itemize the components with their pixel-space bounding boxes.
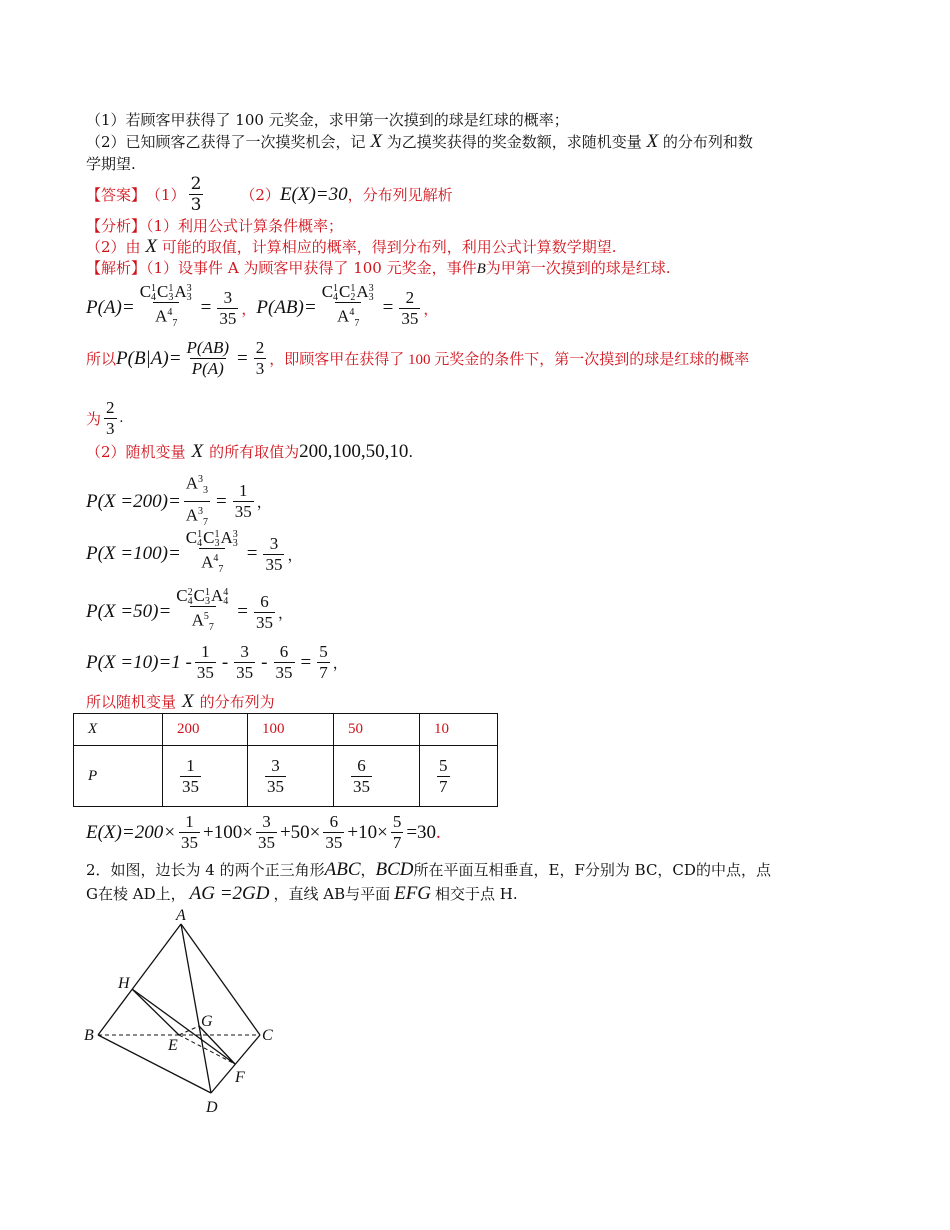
- equation-pa: P(A)= C 1 4 C 1 3 A 3 3 $A^4_7$ = $\frac{3}{35}$ ， P(AB)= C 1 4 C 1 2 A 3 3 $A^4_7$ = $\frac{2}{35}$ ，: [86, 282, 438, 334]
- table-prob: $\frac{3}{35}$: [248, 746, 334, 807]
- answer-line: 【答案】 （1） 2 3 （2） E(X)=30 ，分布列见解析: [86, 174, 453, 215]
- var-x: X: [646, 131, 659, 152]
- problem2-line1: 2．如图，边长为 4 的两个正三角形 ABC ， BCD 所在平面互相垂直，E，F分别为 BC，CD的中点，点: [86, 859, 771, 880]
- conditional-result: 为 2 3 .: [86, 398, 124, 438]
- table-prob: $\frac{6}{35}$: [334, 746, 420, 807]
- solution-line1: 【解析】（1）设事件 A 为顾客甲获得了 100 元奖金，事件B为甲第一次摸到的球是红球.: [86, 259, 671, 277]
- dist-intro: 所以随机变量 X 的分布列为: [86, 691, 275, 712]
- table-value: 200: [163, 714, 248, 746]
- answer-expectation: E(X)=30: [279, 183, 348, 205]
- label-h: H: [118, 975, 130, 992]
- distribution-table: [73, 713, 498, 807]
- table-head-x: X: [74, 714, 163, 746]
- label-a: A: [176, 907, 186, 924]
- equation-conditional: 所以 P(B|A)= $\frac{P(AB)}{P(A)}$ = $\frac{2}{3}$ ，即顾客甲在获得了 100 元奖金的条件下，第一次摸到的球是红球的概率: [86, 338, 750, 378]
- analysis-line1: 【分析】（1）利用公式计算条件概率；: [86, 217, 344, 235]
- label-c: C: [262, 1027, 273, 1044]
- part2-intro: （2）随机变量 X 的所有取值为 200,100,50,10 .: [86, 441, 414, 462]
- table-head-p: P: [74, 746, 163, 807]
- label-d: D: [206, 1099, 218, 1116]
- equation-p100: P(X =100)= C 1 4 C 1 3 A 3 3 $A^4_7$ = $\frac{3}{35}$ ，: [86, 528, 302, 580]
- table-value: 50: [334, 714, 420, 746]
- analysis-line2: （2）由 X 可能的取值，计算相应的概率，得到分布列，利用公式计算数学期望.: [86, 236, 617, 257]
- question-part2-cont: 学期望.: [86, 155, 136, 173]
- equation-expectation: E(X)=200× $\frac{1}{35}$ +100× $\frac{3}{35}$ +50× $\frac{6}{35}$ +10× $\frac{5}{7}$ =30 .: [86, 812, 441, 852]
- answer-fraction: 2 3: [190, 174, 202, 215]
- problem2-line2: G在棱 AD上， AG =2GD ，直线 AB与平面 EFG 相交于点 H.: [86, 883, 518, 904]
- table-prob: $\frac{1}{35}$: [163, 746, 248, 807]
- label-b: B: [84, 1027, 94, 1044]
- question-part2: （2）已知顾客乙获得了一次摸奖机会，记 X 为乙摸奖获得的奖金数额，求随机变量 X 的分布列和数: [86, 131, 753, 152]
- table-prob: $\frac{5}{7}$: [420, 746, 498, 807]
- var-x: X: [370, 131, 382, 152]
- question-part1: （1）若顾客甲获得了 100 元奖金，求甲第一次摸到的球是红球的概率；: [86, 111, 569, 129]
- equation-p50: P(X =50)= C 2 4 C 1 3 A 4 4 $A^5_7$ = $\frac{6}{35}$ ，: [86, 586, 293, 638]
- table-value: 10: [420, 714, 498, 746]
- label-g: G: [201, 1013, 213, 1030]
- equation-p200: P(X =200)= $\frac{A^3_3}{A^3_7}$ = $\frac{1}{35}$ ，: [86, 470, 272, 533]
- equation-p10: P(X =10)=1 - 1 35 - 3 35 - $\frac{6}{35}$ = $\frac{5}{7}$ ，: [86, 642, 348, 682]
- label-f: F: [235, 1069, 245, 1086]
- label-e: E: [168, 1037, 178, 1054]
- tetrahedron-diagram: [80, 900, 300, 1120]
- table-value: 100: [248, 714, 334, 746]
